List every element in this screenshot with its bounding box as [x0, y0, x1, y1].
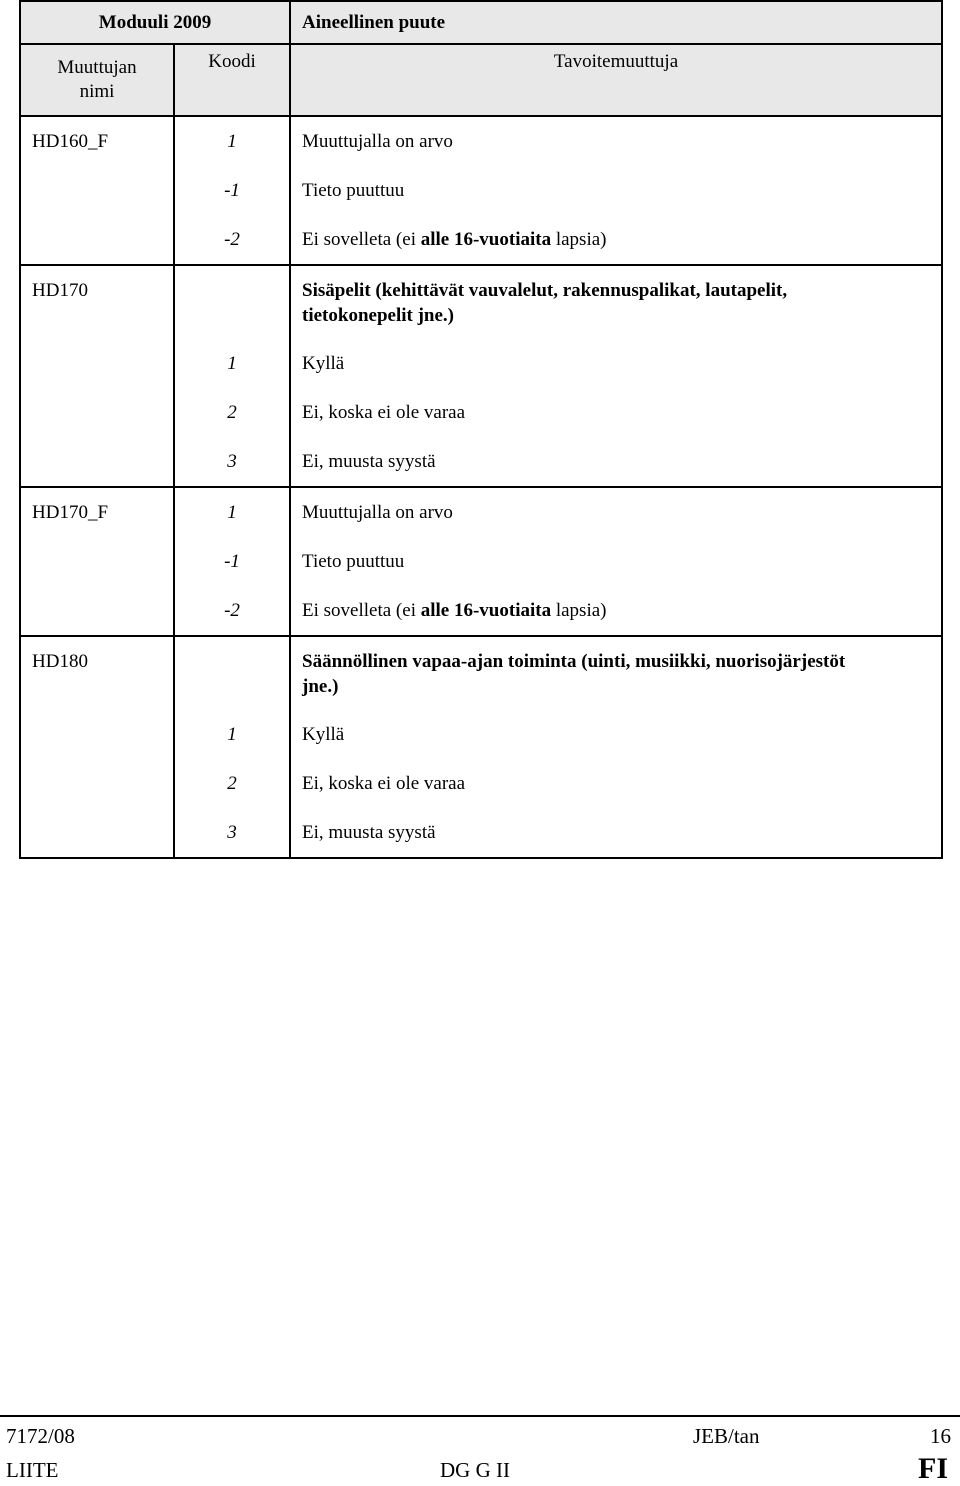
code-cell: 1 -1 -2: [174, 116, 290, 265]
variable-name: HD170_F: [20, 487, 174, 636]
footer-divider: [0, 1415, 960, 1417]
column-header-code: Koodi: [174, 44, 290, 116]
table-row: [20, 116, 942, 265]
code-cell: 1 -1 -2: [174, 487, 290, 636]
description-cell: Muuttujalla on arvo Tieto puuttuu Ei sovelleta (ei alle 16-vuotiaita lapsia): [290, 487, 942, 636]
area-title: Aineellinen puute: [290, 1, 942, 44]
language-code: FI: [918, 1452, 948, 1485]
description-cell: Säännöllinen vapaa-ajan toiminta (uinti, musiikki, nuorisojärjestöt jne.) Kyllä Ei, koska ei ole varaa Ei, muusta syystä: [290, 636, 942, 858]
table-row: [20, 636, 942, 858]
description-cell: Muuttujalla on arvo Tieto puuttuu Ei sovelleta (ei alle 16-vuotiaita lapsia): [290, 116, 942, 265]
variable-title: Sisäpelit (kehittävät vauvalelut, rakennuspalikat, lautapelit, tietokonepelit jne.): [302, 280, 788, 326]
variable-title: Säännöllinen vapaa-ajan toiminta (uinti, musiikki, nuorisojärjestöt jne.): [302, 651, 846, 697]
doc-number: 7172/08: [6, 1424, 75, 1448]
dg-label: DG G II: [440, 1458, 510, 1482]
variable-table: [19, 0, 943, 859]
page-number: 16: [930, 1424, 951, 1448]
list-item: Ei sovelleta (ei alle 16-vuotiaita lapsia): [302, 600, 607, 621]
variable-name: HD160_F: [20, 116, 174, 265]
variable-name: HD180: [20, 636, 174, 858]
column-header-target: Tavoitemuuttuja: [290, 44, 942, 116]
list-item: Ei sovelleta (ei alle 16-vuotiaita lapsia): [302, 229, 607, 250]
column-header-name: Muuttujan nimi: [20, 44, 174, 116]
table-header-row: [20, 1, 942, 44]
variable-name: HD170: [20, 265, 174, 487]
column-header-row: [20, 44, 942, 116]
description-cell: Sisäpelit (kehittävät vauvalelut, rakennuspalikat, lautapelit, tietokonepelit jne.) Kyllä Ei, koska ei ole varaa Ei, muusta syystä: [290, 265, 942, 487]
annex-label: LIITE: [6, 1458, 59, 1482]
code-cell: 1 2 3: [174, 265, 290, 487]
module-title: Moduuli 2009: [20, 1, 290, 44]
table-row: [20, 265, 942, 487]
author-code: JEB/tan: [693, 1424, 760, 1448]
code-cell: 1 2 3: [174, 636, 290, 858]
table-row: [20, 487, 942, 636]
